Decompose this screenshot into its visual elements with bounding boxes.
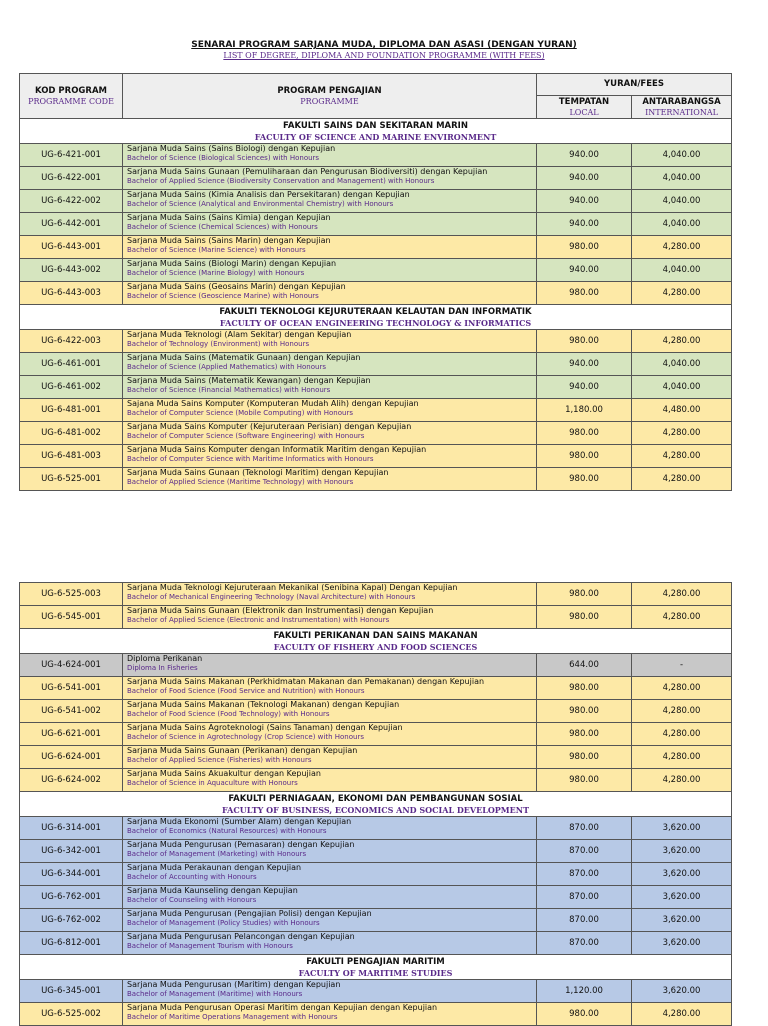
programme-name-malay: Sajana Muda Sains Komputer (Komputeran Mudah Alih) dengan Kepujian — [127, 399, 419, 408]
international-fee: 4,280.00 — [632, 746, 732, 769]
table-row — [20, 445, 732, 468]
table-row — [20, 677, 732, 700]
programme-name-malay: Sarjana Muda Pengurusan Pelancongan dengan Kepujian — [127, 932, 355, 941]
header-local-fee: TEMPATAN LOCAL — [537, 96, 632, 119]
international-fee: 4,040.00 — [632, 353, 732, 376]
programme-name-english: Diploma In Fisheries — [127, 664, 198, 672]
table-row — [20, 746, 732, 769]
faculty-heading — [20, 955, 732, 980]
programme-code: UG-6-422-003 — [20, 330, 123, 353]
programme-code: UG-6-812-001 — [20, 932, 123, 955]
international-fee: 3,620.00 — [632, 909, 732, 932]
programme-code: UG-6-762-001 — [20, 886, 123, 909]
programme-name-malay: Sarjana Muda Sains (Sains Kimia) dengan Kepujian — [127, 213, 331, 222]
international-fee: 3,620.00 — [632, 980, 732, 1003]
local-fee: 644.00 — [537, 654, 632, 677]
programme-name-malay: Sarjana Muda Sains (Matematik Kewangan) dengan Kepujian — [127, 376, 371, 385]
faculty-name-english: FACULTY OF BUSINESS, ECONOMICS AND SOCIAL DEVELOPMENT — [221, 804, 530, 815]
programme-code: UG-6-443-001 — [20, 236, 123, 259]
local-fee: 980.00 — [537, 236, 632, 259]
programme-code: UG-6-541-002 — [20, 700, 123, 723]
local-fee: 870.00 — [537, 932, 632, 955]
table-row — [20, 213, 732, 236]
programme-code: UG-6-443-003 — [20, 282, 123, 305]
international-fee: 3,620.00 — [632, 932, 732, 955]
programme-name-english: Bachelor of Science (Biological Sciences) with Honours — [127, 154, 320, 162]
international-fee: 4,280.00 — [632, 422, 732, 445]
faculty-heading — [20, 629, 732, 654]
programme-name-english: Bachelor of Accounting with Honours — [127, 873, 257, 881]
programme-code: UG-6-345-001 — [20, 980, 123, 1003]
programme-name — [123, 445, 537, 468]
local-fee: 870.00 — [537, 817, 632, 840]
local-fee: 940.00 — [537, 259, 632, 282]
programme-name-english: Bachelor of Science in Aquaculture with Honours — [127, 779, 298, 787]
programme-code: UG-6-342-001 — [20, 840, 123, 863]
programme-name-english: Bachelor of Economics (Natural Resources) with Honours — [127, 827, 327, 835]
local-fee: 980.00 — [537, 583, 632, 606]
faculty-heading-row — [20, 119, 732, 144]
programme-code: UG-6-621-001 — [20, 723, 123, 746]
table-row — [20, 167, 732, 190]
international-fee: 4,040.00 — [632, 259, 732, 282]
local-fee: 980.00 — [537, 700, 632, 723]
programme-name-malay: Sarjana Muda Sains Makanan (Teknologi Makanan) dengan Kepujian — [127, 700, 400, 709]
programme-name — [123, 259, 537, 282]
faculty-name-malay: FAKULTI PERNIAGAAN, EKONOMI DAN PEMBANGUNAN SOSIAL — [228, 793, 523, 804]
programme-code: UG-6-481-001 — [20, 399, 123, 422]
table-row — [20, 932, 732, 955]
faculty-name-malay: FAKULTI PERIKANAN DAN SAINS MAKANAN — [273, 630, 478, 641]
programme-name — [123, 583, 537, 606]
local-fee: 980.00 — [537, 468, 632, 491]
header-programme-code: KOD PROGRAM PROGRAMME CODE — [20, 74, 123, 119]
international-fee: 4,280.00 — [632, 583, 732, 606]
programme-name-malay: Sarjana Muda Pengurusan (Maritim) dengan Kepujian — [127, 980, 341, 989]
programme-name-english: Bachelor of Management (Marketing) with Honours — [127, 850, 307, 858]
programme-name-english: Bachelor of Counseling with Honours — [127, 896, 257, 904]
programme-code: UG-6-624-001 — [20, 746, 123, 769]
programme-code: UG-6-344-001 — [20, 863, 123, 886]
local-fee: 940.00 — [537, 353, 632, 376]
programme-code: UG-6-525-002 — [20, 1003, 123, 1026]
programme-name-malay: Sarjana Muda Sains Makanan (Perkhidmatan Makanan dan Pemakanan) dengan Kepujian — [127, 677, 485, 686]
programme-name-malay: Sarjana Muda Sains Komputer (Kejuruteraan Perisian) dengan Kepujian — [127, 422, 412, 431]
programme-name-english: Bachelor of Food Science (Food Service and Nutrition) with Honours — [127, 687, 365, 695]
programme-name-english: Bachelor of Management (Maritime) with Honours — [127, 990, 303, 998]
programme-name-malay: Sarjana Muda Sains Komputer dengan Informatik Maritim dengan Kepujian — [127, 445, 427, 454]
international-fee: 4,040.00 — [632, 213, 732, 236]
programme-name — [123, 677, 537, 700]
table-row — [20, 886, 732, 909]
table-row — [20, 330, 732, 353]
international-fee: 4,280.00 — [632, 606, 732, 629]
faculty-name-malay: FAKULTI PENGAJIAN MARITIM — [306, 956, 445, 967]
programme-name-malay: Sarjana Muda Sains (Geosains Marin) dengan Kepujian — [127, 282, 346, 291]
table-row — [20, 1003, 732, 1026]
programme-code: UG-6-624-002 — [20, 769, 123, 792]
table-row — [20, 583, 732, 606]
programme-name-malay: Sarjana Muda Sains Akuakultur dengan Kepujian — [127, 769, 321, 778]
local-fee: 940.00 — [537, 167, 632, 190]
local-fee: 940.00 — [537, 190, 632, 213]
programme-name-english: Bachelor of Applied Science (Electronic and Instrumentation) with Honours — [127, 616, 390, 624]
programme-name-malay: Sarjana Muda Sains (Kimia Analisis dan Persekitaran) dengan Kepujian — [127, 190, 410, 199]
programme-name-english: Bachelor of Science (Financial Mathematics) with Honours — [127, 386, 331, 394]
programme-name — [123, 723, 537, 746]
programme-name-english: Bachelor of Management Tourism with Honours — [127, 942, 293, 950]
faculty-heading-row — [20, 305, 732, 330]
local-fee: 1,120.00 — [537, 980, 632, 1003]
programme-name-english: Bachelor of Mechanical Engineering Technology (Naval Architecture) with Honours — [127, 593, 416, 601]
programme-name-malay: Diploma Perikanan — [127, 654, 203, 663]
programme-name — [123, 376, 537, 399]
programme-name-malay: Sarjana Muda Sains Gunaan (Perikanan) dengan Kepujian — [127, 746, 358, 755]
faculty-name-english: FACULTY OF SCIENCE AND MARINE ENVIRONMENT — [254, 131, 497, 142]
programme-name-english: Bachelor of Computer Science (Mobile Computing) with Honours — [127, 409, 353, 417]
programme-name-english: Bachelor of Maritime Operations Management with Honours — [127, 1013, 338, 1021]
table-row — [20, 353, 732, 376]
table-row — [20, 909, 732, 932]
programme-name-english: Bachelor of Science in Agrotechnology (Crop Science) with Honours — [127, 733, 364, 741]
local-fee: 980.00 — [537, 746, 632, 769]
local-fee: 980.00 — [537, 1003, 632, 1026]
programme-name — [123, 654, 537, 677]
international-fee: 3,620.00 — [632, 840, 732, 863]
international-fee: 3,620.00 — [632, 817, 732, 840]
programme-name — [123, 769, 537, 792]
table-row — [20, 723, 732, 746]
faculty-heading — [20, 305, 732, 330]
table-row — [20, 144, 732, 167]
programme-name-malay: Sarjana Muda Kaunseling dengan Kepujian — [127, 886, 298, 895]
programme-name — [123, 1003, 537, 1026]
programme-name — [123, 817, 537, 840]
table-row — [20, 863, 732, 886]
table-row — [20, 606, 732, 629]
international-fee: 4,280.00 — [632, 236, 732, 259]
programme-name — [123, 606, 537, 629]
programme-name — [123, 330, 537, 353]
faculty-name-malay: FAKULTI SAINS DAN SEKITARAN MARIN — [283, 120, 468, 131]
programme-code: UG-4-624-001 — [20, 654, 123, 677]
international-fee: - — [632, 654, 732, 677]
programme-name — [123, 468, 537, 491]
local-fee: 980.00 — [537, 677, 632, 700]
programme-name — [123, 167, 537, 190]
programme-name-english: Bachelor of Computer Science with Maritime Informatics with Honours — [127, 455, 374, 463]
programme-name-malay: Sarjana Muda Pengurusan Operasi Maritim dengan Kepujian dengan Kepujian — [127, 1003, 438, 1012]
header-programme: PROGRAM PENGAJIAN PROGRAMME — [123, 74, 537, 119]
programme-name — [123, 353, 537, 376]
programme-name — [123, 909, 537, 932]
international-fee: 4,040.00 — [632, 144, 732, 167]
programme-code: UG-6-545-001 — [20, 606, 123, 629]
international-fee: 3,620.00 — [632, 886, 732, 909]
international-fee: 4,280.00 — [632, 700, 732, 723]
local-fee: 980.00 — [537, 282, 632, 305]
programme-name-malay: Sarjana Muda Pengurusan (Pengajian Polisi) dengan Kepujian — [127, 909, 372, 918]
international-fee: 3,620.00 — [632, 863, 732, 886]
faculty-heading-row — [20, 955, 732, 980]
faculty-heading-row — [20, 792, 732, 817]
table-row — [20, 980, 732, 1003]
programme-code: UG-6-461-001 — [20, 353, 123, 376]
programme-name-english: Bachelor of Applied Science (Maritime Technology) with Honours — [127, 478, 354, 486]
local-fee: 940.00 — [537, 144, 632, 167]
table-row — [20, 236, 732, 259]
table-row — [20, 769, 732, 792]
faculty-name-english: FACULTY OF OCEAN ENGINEERING TECHNOLOGY & INFORMATICS — [219, 317, 532, 328]
local-fee: 870.00 — [537, 840, 632, 863]
table-row — [20, 468, 732, 491]
programme-fee-table-bottom — [19, 582, 732, 1026]
faculty-name-malay: FAKULTI TEKNOLOGI KEJURUTERAAN KELAUTAN DAN INFORMATIK — [219, 306, 532, 317]
table-row — [20, 259, 732, 282]
faculty-name-english: FACULTY OF FISHERY AND FOOD SCIENCES — [273, 641, 478, 652]
local-fee: 980.00 — [537, 330, 632, 353]
programme-name-english: Bachelor of Technology (Environment) with Honours — [127, 340, 310, 348]
local-fee: 940.00 — [537, 213, 632, 236]
programme-name-english: Bachelor of Science (Analytical and Environmental Chemistry) with Honours — [127, 200, 394, 208]
programme-name — [123, 190, 537, 213]
programme-name-english: Bachelor of Science (Marine Biology) with Honours — [127, 269, 305, 277]
programme-name-malay: Sarjana Muda Teknologi Kejuruteraan Mekanikal (Senibina Kapal) Dengan Kepujian — [127, 583, 458, 592]
programme-name-english: Bachelor of Science (Applied Mathematics) with Honours — [127, 363, 326, 371]
programme-name-english: Bachelor of Science (Geoscience Marine) with Honours — [127, 292, 319, 300]
programme-name — [123, 932, 537, 955]
table-row — [20, 654, 732, 677]
programme-code: UG-6-443-002 — [20, 259, 123, 282]
programme-name-malay: Sarjana Muda Teknologi (Alam Sekitar) dengan Kepujian — [127, 330, 352, 339]
international-fee: 4,480.00 — [632, 399, 732, 422]
programme-name-malay: Sarjana Muda Sains Agroteknologi (Sains Tanaman) dengan Kepujian — [127, 723, 403, 732]
local-fee: 940.00 — [537, 376, 632, 399]
document-title-english: LIST OF DEGREE, DIPLOMA AND FOUNDATION PROGRAMME (WITH FEES) — [223, 51, 545, 60]
programme-code: UG-6-422-002 — [20, 190, 123, 213]
programme-name-english: Bachelor of Computer Science (Software Engineering) with Honours — [127, 432, 365, 440]
local-fee: 980.00 — [537, 723, 632, 746]
local-fee: 980.00 — [537, 769, 632, 792]
programme-code: UG-6-481-003 — [20, 445, 123, 468]
programme-name-malay: Sarjana Muda Sains Gunaan (Pemuliharaan dan Pengurusan Biodiversiti) dengan Kepujian — [127, 167, 488, 176]
programme-name-malay: Sarjana Muda Sains Gunaan (Elektronik dan Instrumentasi) dengan Kepujian — [127, 606, 434, 615]
programme-name-english: Bachelor of Applied Science (Biodiversity Conservation and Management) with Honours — [127, 177, 435, 185]
international-fee: 4,280.00 — [632, 1003, 732, 1026]
programme-name — [123, 886, 537, 909]
programme-name-malay: Sarjana Muda Pengurusan (Pemasaran) dengan Kepujian — [127, 840, 355, 849]
programme-name — [123, 840, 537, 863]
programme-name-english: Bachelor of Food Science (Food Technology) with Honours — [127, 710, 330, 718]
local-fee: 980.00 — [537, 422, 632, 445]
international-fee: 4,280.00 — [632, 330, 732, 353]
international-fee: 4,280.00 — [632, 677, 732, 700]
table-row — [20, 282, 732, 305]
local-fee: 980.00 — [537, 606, 632, 629]
programme-name-english: Bachelor of Management (Policy Studies) with Honours — [127, 919, 320, 927]
international-fee: 4,040.00 — [632, 167, 732, 190]
programme-name-malay: Sarjana Muda Sains Gunaan (Teknologi Maritim) dengan Kepujian — [127, 468, 389, 477]
table-row — [20, 422, 732, 445]
programme-name — [123, 282, 537, 305]
programme-name-malay: Sarjana Muda Sains (Sains Marin) dengan Kepujian — [127, 236, 331, 245]
programme-code: UG-6-442-001 — [20, 213, 123, 236]
faculty-name-english: FACULTY OF MARITIME STUDIES — [298, 967, 453, 978]
programme-code: UG-6-762-002 — [20, 909, 123, 932]
programme-code: UG-6-525-001 — [20, 468, 123, 491]
international-fee: 4,280.00 — [632, 769, 732, 792]
programme-code: UG-6-525-003 — [20, 583, 123, 606]
programme-code: UG-6-314-001 — [20, 817, 123, 840]
programme-name — [123, 980, 537, 1003]
programme-name — [123, 144, 537, 167]
table-row — [20, 840, 732, 863]
local-fee: 1,180.00 — [537, 399, 632, 422]
programme-name — [123, 213, 537, 236]
header-fees: YURAN/FEES — [537, 74, 732, 96]
programme-code: UG-6-541-001 — [20, 677, 123, 700]
programme-name-malay: Sarjana Muda Perakaunan dengan Kepujian — [127, 863, 302, 872]
programme-name — [123, 236, 537, 259]
programme-code: UG-6-481-002 — [20, 422, 123, 445]
faculty-heading — [20, 792, 732, 817]
international-fee: 4,280.00 — [632, 468, 732, 491]
international-fee: 4,280.00 — [632, 445, 732, 468]
programme-code: UG-6-421-001 — [20, 144, 123, 167]
programme-name-english: Bachelor of Science (Marine Science) with Honours — [127, 246, 306, 254]
programme-name-english: Bachelor of Science (Chemical Sciences) with Honours — [127, 223, 318, 231]
programme-fee-table-top — [19, 73, 732, 491]
programme-name — [123, 399, 537, 422]
table-row — [20, 190, 732, 213]
table-row — [20, 700, 732, 723]
local-fee: 980.00 — [537, 445, 632, 468]
international-fee: 4,280.00 — [632, 282, 732, 305]
table-row — [20, 817, 732, 840]
programme-name-malay: Sarjana Muda Sains (Sains Biologi) dengan Kepujian — [127, 144, 336, 153]
programme-name-malay: Sarjana Muda Sains (Biologi Marin) dengan Kepujian — [127, 259, 337, 268]
table-row — [20, 399, 732, 422]
programme-name-english: Bachelor of Applied Science (Fisheries) with Honours — [127, 756, 312, 764]
local-fee: 870.00 — [537, 863, 632, 886]
programme-name — [123, 746, 537, 769]
international-fee: 4,040.00 — [632, 376, 732, 399]
header-international-fee: ANTARABANGSA INTERNATIONAL — [632, 96, 732, 119]
local-fee: 870.00 — [537, 886, 632, 909]
local-fee: 870.00 — [537, 909, 632, 932]
faculty-heading-row — [20, 629, 732, 654]
programme-name-malay: Sarjana Muda Ekonomi (Sumber Alam) dengan Kepujian — [127, 817, 352, 826]
programme-name-malay: Sarjana Muda Sains (Matematik Gunaan) dengan Kepujian — [127, 353, 361, 362]
programme-name — [123, 863, 537, 886]
faculty-heading — [20, 119, 732, 144]
programme-name — [123, 422, 537, 445]
international-fee: 4,280.00 — [632, 723, 732, 746]
programme-code: UG-6-461-002 — [20, 376, 123, 399]
programme-code: UG-6-422-001 — [20, 167, 123, 190]
document-title-malay: SENARAI PROGRAM SARJANA MUDA, DIPLOMA DAN ASASI (DENGAN YURAN) — [191, 40, 577, 50]
table-row — [20, 376, 732, 399]
international-fee: 4,040.00 — [632, 190, 732, 213]
programme-name — [123, 700, 537, 723]
